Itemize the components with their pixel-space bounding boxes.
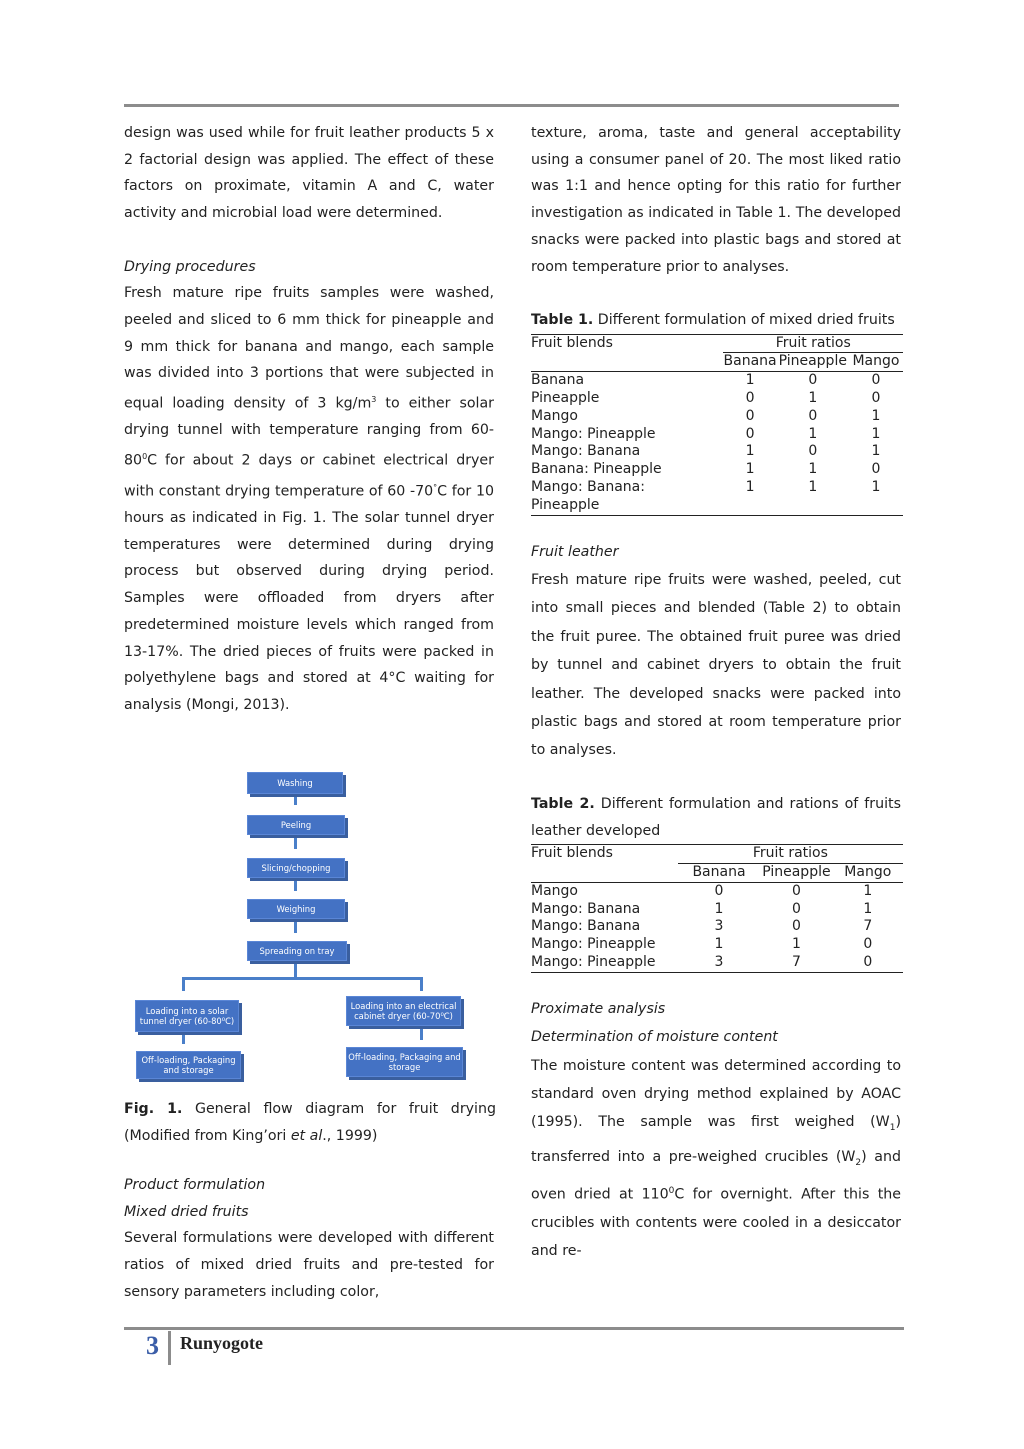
table-row: Mango: Banana 3 0 7	[531, 918, 873, 935]
fruit-leather-heading: Fruit leather	[531, 543, 619, 560]
table1-col-group: Fruit ratios	[723, 334, 903, 353]
table-row: Mango: Banana 1 0 1	[531, 443, 881, 460]
header-rule	[124, 104, 899, 107]
intro-paragraph: design was used while for fruit leather products 5 x 2 factorial design was applied. The effect of these factors on proximate, vitamin A and C, water activity and microbial load were determined.	[124, 125, 494, 222]
drying-paragraph: Fresh mature ripe fruits samples were washed, peeled and sliced to 6 mm thick for pineapple and 9 mm thick for banana and mango, each sample was divided into 3 portions that were subjected in equal loading density of 3 $kg/m^3$ to either solar drying tunnel with temperature ranging from $60-80^0C$ for about 2 days or cabinet electrical dryer with constant drying temperature of 60 -70°C for 10 hours as indicated in Fig. 1. The solar tunnel dryer temperatures were determined during drying process but observed during drying period. Samples were offloaded from dryers after predetermined moisture levels which ranged from 13-17%. The dried pieces of fruits were packed in polyethylene bags and stored at 4°C waiting for analysis (Mongi, 2013).	[124, 285, 494, 713]
table-row: Banana: Pineapple 1 1 0	[531, 461, 881, 478]
mixed-dried-paragraph: Several formulations were developed with different ratios of mixed dried fruits and pre-tested for sensory parameters including color,	[124, 1230, 494, 1300]
step-slicing: Slicing/chopping	[247, 858, 345, 878]
flow-diagram	[130, 764, 470, 1084]
product-formulation-heading: Product formulation	[124, 1177, 266, 1193]
step-spreading: Spreading on tray	[247, 941, 347, 961]
step-cabinet-loading: Loading into an electrical cabinet dryer (60-70⁰C)	[346, 996, 461, 1026]
step-solar-loading: Loading into a solar tunnel dryer (60-80⁰C)	[135, 1000, 239, 1032]
footer-divider	[168, 1331, 171, 1365]
mixed-dried-heading: Mixed dried fruits	[124, 1203, 249, 1220]
moisture-paragraph: The moisture content was determined according to standard oven drying method explained by AOAC (1995). The sample was first weighed $(W_1)$ transferred into a pre-weighed crucibles $(W_2)$ and oven dried at $110^0C$ for overnight. After this the crucibles with contents were cooled in a desiccator and re-	[531, 1057, 901, 1260]
table2-caption: Table 2. Different formulation and rations of fruits leather developed	[531, 795, 902, 839]
moisture-heading: Determination of moisture content	[531, 1029, 778, 1046]
step-cabinet-offloading: Off-loading, Packaging and storage	[346, 1047, 463, 1077]
table-row: Pineapple 0 1 0	[531, 390, 881, 406]
left-column	[124, 120, 494, 719]
table-row: Mango: Pineapple 3 7 0	[531, 954, 903, 972]
table2	[531, 844, 903, 973]
table1-caption: Table 1. Different formulation of mixed dried fruits	[531, 311, 895, 328]
proximate-heading: Proximate analysis	[531, 1000, 666, 1017]
drying-heading: Drying procedures	[124, 258, 256, 275]
fruit-leather-paragraph: Fresh mature ripe fruits were washed, peeled, cut into small pieces and blended (Table 2) to obtain the fruit puree. The obtained fruit puree was dried by tunnel and cabinet dryers to obtain the fruit leather. The developed snacks were packed into plastic bags and stored at room temperature prior to analyses.	[531, 571, 901, 759]
step-peeling: Peeling	[247, 815, 345, 835]
running-author: Runyogote	[180, 1333, 264, 1353]
table2-col-group: Fruit ratios	[678, 845, 903, 864]
table-row: Mango: Banana 1 0 1	[531, 900, 873, 917]
right-column	[531, 120, 901, 1266]
footer-rule	[124, 1327, 904, 1330]
table-row: Mango 0 0 1	[531, 407, 881, 424]
table1-sub-mango: Mango	[852, 353, 900, 370]
product-formulation-section	[124, 1172, 494, 1306]
step-weighing: Weighing	[247, 899, 345, 919]
table-row: Banana 1 0 0	[531, 372, 903, 390]
step-washing: Washing	[247, 772, 343, 794]
table1-sub-banana: Banana	[723, 353, 777, 370]
table-row: Mango: Pineapple 0 1 1	[531, 425, 881, 442]
table-row: Mango: Banana: 1 1 1	[531, 478, 881, 495]
table-row: Mango 0 0 1	[531, 882, 903, 900]
table1-col-blend: Fruit blends	[531, 334, 723, 353]
table-row: Pineapple	[531, 497, 903, 515]
acceptability-paragraph: texture, aroma, taste and general acceptability using a consumer panel of 20. The most liked ratio was 1:1 and hence opting for this ratio for further investigation as indicated in Table 1. The developed snacks were packed into plastic bags and stored at room temperature prior to analyses.	[531, 125, 901, 275]
table2-sub-pineapple: Pineapple	[762, 864, 831, 881]
table1	[531, 334, 903, 516]
table2-sub-mango: Mango	[844, 864, 892, 881]
table-row: Mango: Pineapple 1 1 0	[531, 936, 873, 953]
step-solar-offloading: Off-loading, Packaging and storage	[136, 1051, 241, 1079]
page-number: 3	[146, 1331, 159, 1360]
figure-caption: Fig. 1. General flow diagram for fruit drying (Modified from King’ori et al., 1999)	[124, 1101, 496, 1144]
table2-col-blend: Fruit blends	[531, 845, 678, 864]
table2-sub-banana: Banana	[692, 864, 746, 881]
table1-sub-pineapple: Pineapple	[778, 353, 847, 370]
